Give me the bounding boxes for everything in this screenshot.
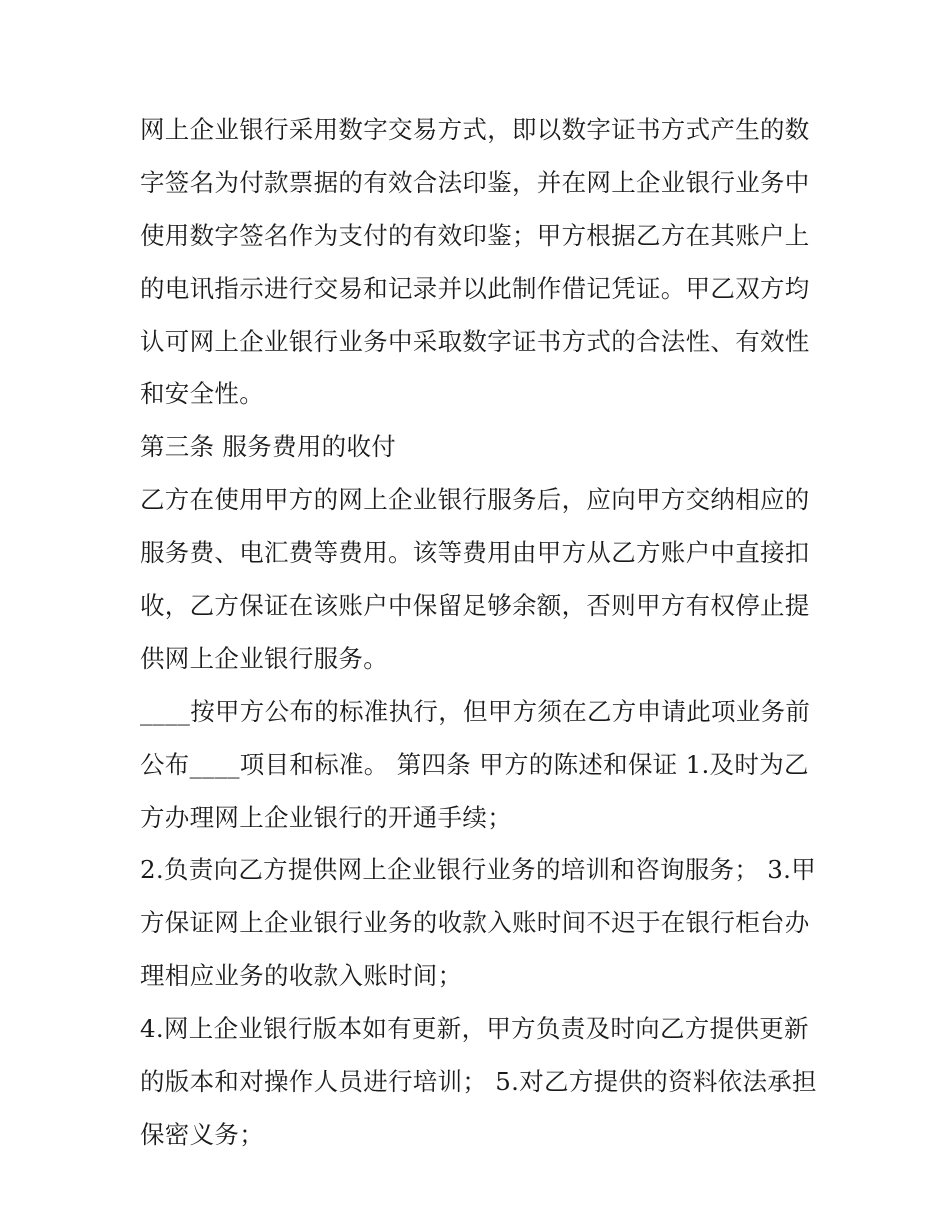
text-line-10: 收，乙方保证在该账户中保留足够余额，否则甲方有权停止提 [140,591,810,621]
text-line-18: 4.网上企业银行版本如有更新，甲方负责及时向乙方提供更新 [140,1014,809,1044]
text-line-6: 和安全性。 [140,379,264,409]
text-line-4: 的电讯指示进行交易和记录并以此制作借记凭证。甲乙双方均 [140,273,810,303]
text-line-16: 方保证网上企业银行业务的收款入账时间不迟于在银行柜台办 [140,908,810,938]
document-body [140,108,820,1166]
section-heading-article-3: 第三条 服务费用的收付 [140,432,397,462]
text-line-2: 字签名为付款票据的有效合法印鉴，并在网上企业银行业务中 [140,167,810,197]
text-line-3: 使用数字签名作为支付的有效印鉴；甲方根据乙方在其账户上 [140,220,810,250]
text-line-11: 供网上企业银行服务。 [140,643,388,673]
text-line-5: 认可网上企业银行业务中采取数字证书方式的合法性、有效性 [140,326,810,356]
text-line-20: 保密义务； [140,1119,264,1149]
text-line-8: 乙方在使用甲方的网上企业银行服务后，应向甲方交纳相应的 [140,485,810,515]
text-line-17: 理相应业务的收款入账时间； [140,961,463,991]
text-line-12: ____按甲方公布的标准执行，但甲方须在乙方申请此项业务前 [140,696,811,726]
text-line-1: 网上企业银行采用数字交易方式，即以数字证书方式产生的数 [140,115,810,144]
text-line-15: 2.负责向乙方提供网上企业银行业务的培训和咨询服务； 3.甲 [140,855,817,885]
text-line-19: 的版本和对操作人员进行培训； 5.对乙方提供的资料依法承担 [140,1067,817,1097]
text-line-9: 服务费、电汇费等费用。该等费用由甲方从乙方账户中直接扣 [140,538,810,568]
text-line-13: 公布____项目和标准。 第四条 甲方的陈述和保证 1.及时为乙 [140,749,809,779]
text-line-14: 方办理网上企业银行的开通手续； [140,802,512,832]
